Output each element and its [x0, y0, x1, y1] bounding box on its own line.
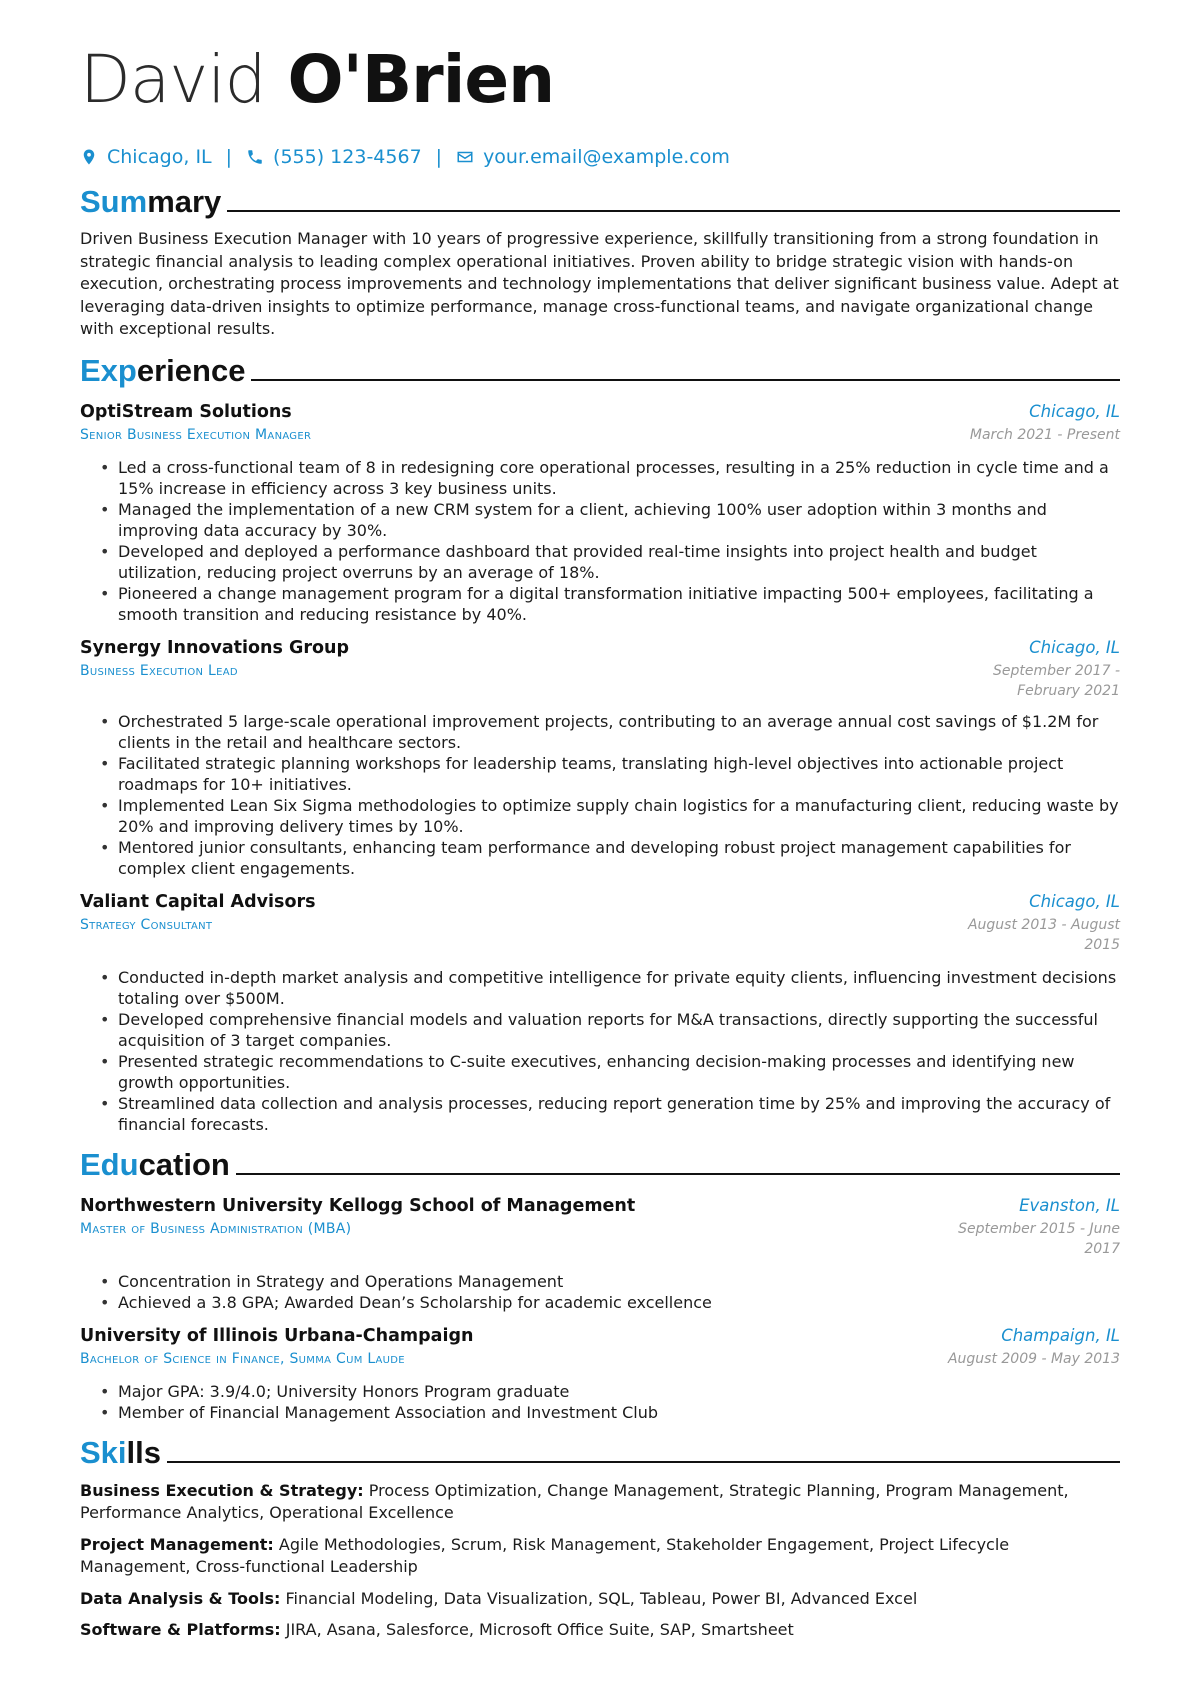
job-title: Senior Business Execution Manager [80, 426, 312, 443]
skill-row [80, 1534, 1120, 1579]
job-title: Business Execution Lead [80, 662, 238, 679]
bullet-item: • Implemented Lean Six Sigma methodologies to optimize supply chain logistics for a manufacturing client, reducing waste by 20% and improving delivery times by 10%. [100, 795, 1120, 837]
entry-location: Evanston, IL [1019, 1195, 1120, 1215]
entry-dates: September 2017 - February 2021 [993, 662, 1120, 699]
experience-section-heading [80, 353, 1120, 389]
school-name: University of Illinois Urbana-Champaign [80, 1325, 474, 1346]
section-rule [236, 1173, 1120, 1175]
entry-location: Chicago, IL [1029, 891, 1120, 911]
education-entry [80, 1194, 1120, 1313]
phone-text: (555) 123-4567 [273, 146, 422, 168]
first-name: David [80, 41, 266, 118]
school-name: Northwestern University Kellogg School of Management [80, 1195, 636, 1216]
education-heading: Education [80, 1146, 230, 1182]
summary-section-heading [80, 184, 1120, 220]
skill-list: Agile Methodologies, Scrum, Risk Management, Stakeholder Engagement, Project Lifecycle Management, Cross-functional Leadership [80, 1534, 1010, 1576]
skill-row [80, 1480, 1120, 1525]
contact-line [80, 144, 1120, 170]
candidate-name [80, 40, 1120, 120]
skill-row [80, 1619, 1120, 1642]
bullet-item: • Led a cross-functional team of 8 in redesigning core operational processes, resulting in a 25% reduction in cycle time and a 15% increase in efficiency across 3 key business units. [100, 457, 1120, 499]
phone-icon [246, 148, 264, 166]
degree-title: Bachelor of Science in Finance, Summa Cum Laude [80, 1350, 405, 1367]
employer-name: Valiant Capital Advisors [80, 891, 316, 912]
bullet-item: • Developed and deployed a performance dashboard that provided real-time insights into project health and budget utilization, reducing project overruns by an average of 18%. [100, 541, 1120, 583]
education-section-heading [80, 1147, 1120, 1183]
skill-category: Business Execution & Strategy: [80, 1480, 364, 1500]
degree-title: Master of Business Administration (MBA) [80, 1220, 352, 1237]
map-pin-icon [80, 148, 98, 166]
employer-name: Synergy Innovations Group [80, 637, 350, 658]
entry-location: Chicago, IL [1029, 401, 1120, 421]
skills-section-heading [80, 1435, 1120, 1471]
skills-heading: Skills [80, 1434, 161, 1470]
entry-dates: September 2015 - June 2017 [958, 1220, 1120, 1257]
skill-list: Process Optimization, Change Management, Strategic Planning, Program Management, Performance Analytics, Operational Excellence [80, 1480, 1069, 1522]
bullet-item: • Pioneered a change management program for a digital transformation initiative impacting 500+ employees, facilitating a smooth transition and reducing resistance by 40%. [100, 583, 1120, 625]
education-entry [80, 1324, 1120, 1423]
contact-phone[interactable] [246, 146, 422, 168]
bullet-item: • Major GPA: 3.9/4.0; University Honors Program graduate [100, 1381, 1120, 1402]
contact-separator: | [435, 146, 443, 168]
experience-heading: Experience [80, 352, 246, 388]
contact-location [80, 146, 212, 168]
bullet-list [80, 967, 1120, 1135]
skill-category: Software & Platforms: [80, 1620, 281, 1639]
bullet-item: • Mentored junior consultants, enhancing team performance and developing robust project management capabilities for complex client engagements. [100, 837, 1120, 879]
bullet-item: • Member of Financial Management Association and Investment Club [100, 1402, 1120, 1423]
experience-entry [80, 400, 1120, 625]
experience-entry [80, 890, 1120, 1135]
bullet-item: • Conducted in-depth market analysis and competitive intelligence for private equity clients, influencing investment decisions totaling over $500M. [100, 967, 1120, 1009]
section-rule [167, 1461, 1120, 1463]
bullet-list [80, 711, 1120, 879]
skill-category: Data Analysis & Tools: [80, 1588, 281, 1608]
skill-category: Project Management: [80, 1534, 274, 1554]
location-text: Chicago, IL [107, 146, 212, 168]
contact-email[interactable] [456, 146, 730, 168]
skill-list: Financial Modeling, Data Visualization, SQL, Tableau, Power BI, Advanced Excel [285, 1588, 918, 1608]
last-name: O'Brien [287, 41, 555, 118]
bullet-item: • Presented strategic recommendations to C-suite executives, enhancing decision-making processes and identifying new growth opportunities. [100, 1051, 1120, 1093]
entry-dates: August 2013 - August 2015 [967, 916, 1120, 953]
bullet-item: • Developed comprehensive financial models and valuation reports for M&A transactions, directly supporting the successful acquisition of 3 target companies. [100, 1009, 1120, 1051]
bullet-list [80, 1381, 1120, 1423]
entry-location: Chicago, IL [1029, 637, 1120, 657]
experience-entry [80, 636, 1120, 879]
bullet-item: • Facilitated strategic planning workshops for leadership teams, translating high-level objectives into actionable project roadmaps for 10+ initiatives. [100, 753, 1120, 795]
summary-heading: Summary [80, 184, 222, 219]
employer-name: OptiStream Solutions [80, 401, 292, 422]
bullet-list [80, 1271, 1120, 1313]
section-rule [227, 210, 1120, 212]
bullet-item: • Orchestrated 5 large-scale operational improvement projects, contributing to an average annual cost savings of $1.2M for clients in the retail and healthcare sectors. [100, 711, 1120, 753]
email-text: your.email@example.com [483, 146, 730, 168]
entry-dates: August 2009 - May 2013 [947, 1350, 1120, 1367]
entry-location: Champaign, IL [1001, 1325, 1120, 1345]
summary-text: Driven Business Execution Manager with 10 years of progressive experience, skillfully transitioning from a strong foundation in strategic financial analysis to leading complex operational initiatives. Proven ability to bridge strategic vision with hands-on execution, orchestrating process improvements and technology implementations that deliver significant business value. Adept at leveraging data-driven insights to optimize performance, manage cross-functional teams, and navigate organizational change with exceptional results. [80, 229, 1119, 338]
section-rule [251, 379, 1120, 381]
contact-separator: | [225, 146, 233, 168]
skill-list: JIRA, Asana, Salesforce, Microsoft Office Suite, SAP, Smartsheet [285, 1620, 794, 1639]
bullet-item: • Concentration in Strategy and Operations Management [100, 1271, 1120, 1292]
bullet-item: • Managed the implementation of a new CRM system for a client, achieving 100% user adoption within 3 months and improving data accuracy by 30%. [100, 499, 1120, 541]
entry-dates: March 2021 - Present [969, 426, 1120, 443]
bullet-item: • Streamlined data collection and analysis processes, reducing report generation time by 25% and improving the accuracy of financial forecasts. [100, 1093, 1120, 1135]
bullet-item: • Achieved a 3.8 GPA; Awarded Dean’s Scholarship for academic excellence [100, 1292, 1120, 1313]
skill-row [80, 1588, 1120, 1611]
envelope-icon [456, 148, 474, 166]
bullet-list [80, 457, 1120, 625]
job-title: Strategy Consultant [80, 916, 213, 933]
